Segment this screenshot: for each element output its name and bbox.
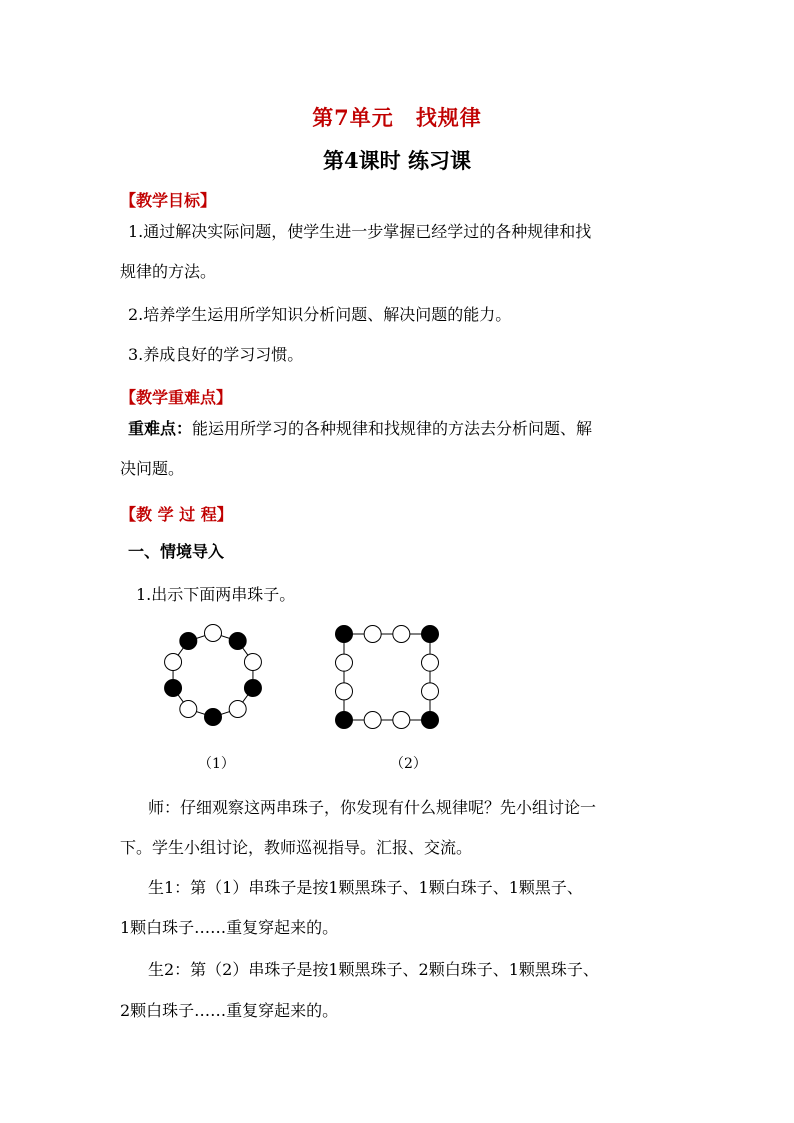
- step-1: 1.出示下面两串珠子。: [136, 585, 296, 604]
- black-bead: [244, 679, 261, 696]
- teacher-line-2: 下。学生小组讨论，教师巡视指导。汇报、交流。: [120, 838, 473, 857]
- white-bead: [364, 712, 381, 729]
- black-bead: [336, 712, 353, 729]
- white-bead: [422, 683, 439, 700]
- black-bead: [336, 626, 353, 643]
- student-2-line-1: 生2：第（2）串珠子是按1颗黑珠子、2颗白珠子、1颗黑珠子、: [148, 960, 599, 979]
- black-bead: [205, 709, 222, 726]
- student-1-line-1: 生1：第（1）串珠子是按1颗黑珠子、1颗白珠子、1颗黑子、: [148, 878, 583, 897]
- white-bead: [180, 700, 197, 717]
- white-bead: [229, 700, 246, 717]
- white-bead: [336, 683, 353, 700]
- white-bead: [244, 654, 261, 671]
- objective-1-line-2: 规律的方法。: [120, 262, 217, 281]
- objective-1-line-1: 1.通过解决实际问题，使学生进一步掌握已经学过的各种规律和找: [128, 222, 592, 241]
- black-bead: [165, 679, 182, 696]
- objectives-heading: 【教学目标】: [120, 191, 217, 210]
- process-heading: 【教 学 过 程】: [120, 505, 233, 524]
- student-1-line-2: 1颗白珠子……重复穿起来的。: [120, 918, 339, 937]
- white-bead: [393, 712, 410, 729]
- key-points-label: 重难点：: [128, 419, 193, 438]
- black-bead: [422, 626, 439, 643]
- white-bead: [364, 626, 381, 643]
- unit-topic: 找规律: [415, 105, 482, 130]
- key-points-text-1: 能运用所学习的各种规律和找规律的方法去分析问题、解: [192, 419, 593, 438]
- bead-ring-figure: [155, 620, 275, 735]
- key-points-line-2: 决问题。: [120, 459, 185, 478]
- objective-2: 2.培养学生运用所学知识分析问题、解决问题的能力。: [128, 305, 512, 324]
- black-bead: [180, 633, 197, 650]
- square-string: [344, 634, 430, 720]
- key-points-line-1: [128, 419, 592, 439]
- figure-2-caption: （2）: [390, 756, 427, 772]
- unit-label: 第7单元: [312, 105, 394, 130]
- bead-square-figure: [330, 620, 450, 735]
- white-bead: [393, 626, 410, 643]
- black-bead: [229, 633, 246, 650]
- key-points-heading: 【教学重难点】: [120, 388, 233, 407]
- lesson-title: 第4课时 练习课: [323, 148, 471, 173]
- white-bead: [422, 654, 439, 671]
- unit-title: [0, 102, 794, 132]
- section-1-title: 一、情境导入: [128, 542, 225, 561]
- teacher-line-1: 师：仔细观察这两串珠子，你发现有什么规律呢？先小组讨论一: [148, 798, 597, 817]
- white-bead: [165, 654, 182, 671]
- white-bead: [205, 625, 222, 642]
- objective-3: 3.养成良好的学习习惯。: [128, 345, 304, 364]
- figure-1-caption: （1）: [198, 756, 235, 772]
- white-bead: [336, 654, 353, 671]
- black-bead: [422, 712, 439, 729]
- student-2-line-2: 2颗白珠子……重复穿起来的。: [120, 1001, 339, 1020]
